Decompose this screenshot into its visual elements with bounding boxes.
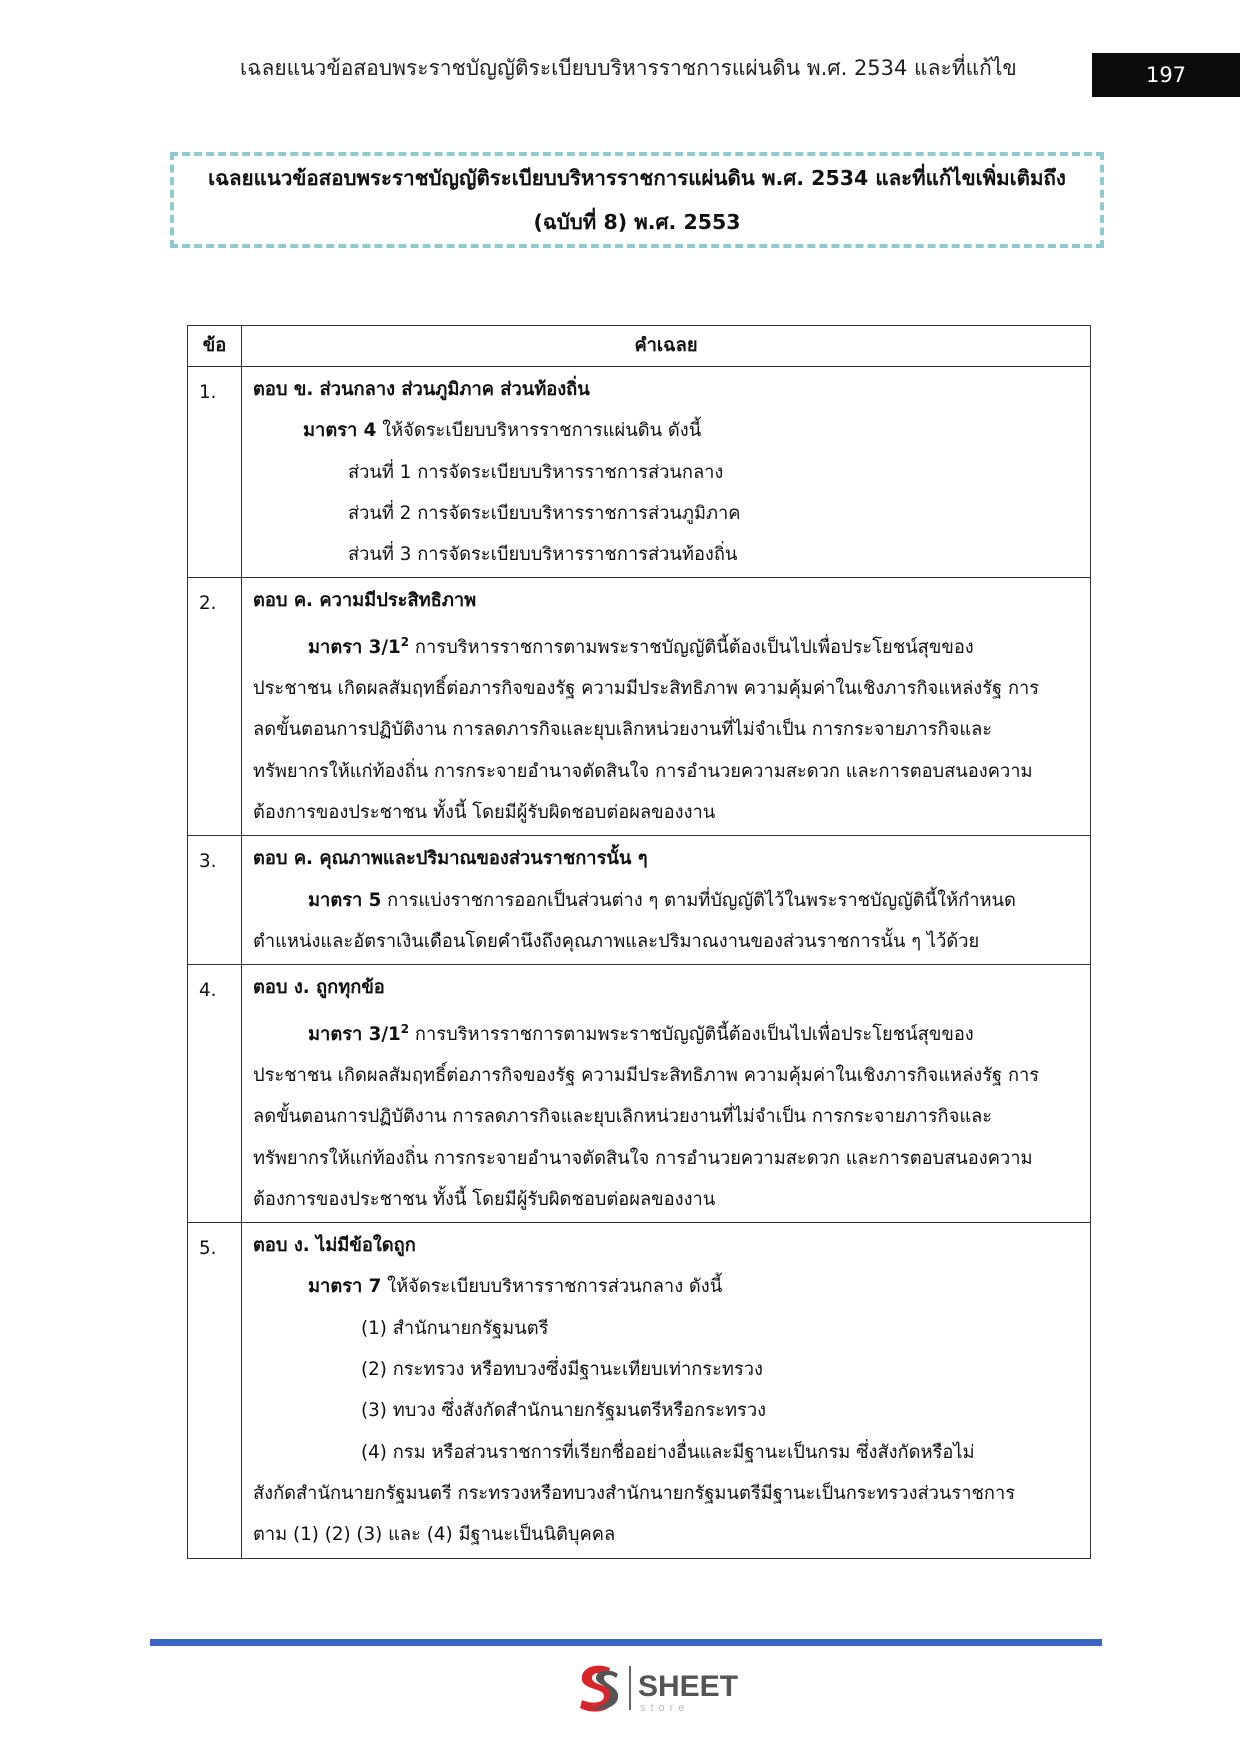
title-line-2: (ฉบับที่ 8) พ.ศ. 2553 <box>533 210 741 234</box>
answer-choice: ตอบ ค. คุณภาพและปริมาณของส่วนราชการนั้น ๆ <box>253 848 648 870</box>
section-line <box>253 410 1080 451</box>
running-header: เฉลยแนวข้อสอบพระราชบัญญัติระเบียบบริหารราชการแผ่นดิน พ.ศ. 2534 และที่แก้ไข <box>240 56 1017 80</box>
paragraph-line: ตาม (1) (2) (3) และ (4) มีฐานะเป็นนิติบุคคล <box>253 1524 616 1546</box>
section-label: มาตรา 4 <box>303 420 377 442</box>
paragraph-line: ประชาชน เกิดผลสัมฤทธิ์ต่อภารกิจของรัฐ ความมีประสิทธิภาพ ความคุ้มค่าในเชิงภารกิจแหล่งรัฐ การ <box>253 678 1040 700</box>
answer-choice: ตอบ ข. ส่วนกลาง ส่วนภูมิภาค ส่วนท้องถิ่น <box>253 379 590 400</box>
table-header-row <box>188 326 1091 367</box>
row-answer <box>242 1223 1091 1558</box>
answer-choice: ตอบ ค. ความมีประสิทธิภาพ <box>253 590 477 612</box>
list-item: (3) ทบวง ซึ่งสังกัดสำนักนายกรัฐมนตรีหรือกระทรวง <box>361 1400 767 1422</box>
paragraph-line: ทรัพยากรให้แก่ท้องถิ่น การกระจายอำนาจตัดสินใจ การอำนวยความสะดวก และการตอบสนองความ <box>253 1147 1033 1169</box>
answer-table <box>187 325 1091 1559</box>
section-label: มาตรา 5 <box>308 889 382 911</box>
paragraph-line: ตำแหน่งและอัตราเงินเดือนโดยคำนึงถึงคุณภาพและปริมาณงานของส่วนราชการนั้น ๆ ไว้ด้วย <box>253 930 980 952</box>
title-box <box>170 152 1104 248</box>
paragraph-line: ลดขั้นตอนการปฏิบัติงาน การลดภารกิจและยุบเลิกหน่วยงานที่ไม่จำเป็น การกระจายภารกิจและ <box>253 719 993 741</box>
section-line <box>253 622 1080 668</box>
page-number: 197 <box>1092 53 1240 97</box>
section-text: การบริหารราชการตามพระราชบัญญัตินี้ต้องเป็นไปเพื่อประโยชน์สุขของ <box>409 1023 974 1045</box>
section-text: การแบ่งราชการออกเป็นส่วนต่าง ๆ ตามที่บัญญัติไว้ในพระราชบัญญัตินี้ให้กำหนด <box>381 889 1016 911</box>
footer-bar <box>150 1639 1102 1646</box>
section-label: มาตรา 3/1 <box>308 1023 401 1045</box>
paragraph-line: ลดขั้นตอนการปฏิบัติงาน การลดภารกิจและยุบเลิกหน่วยงานที่ไม่จำเป็น การกระจายภารกิจและ <box>253 1106 993 1128</box>
answer-choice: ตอบ ง. ไม่มีข้อใดถูก <box>253 1235 416 1257</box>
sheet-store-logo <box>574 1660 754 1716</box>
row-number: 1. <box>188 367 242 578</box>
list-item: ส่วนที่ 1 การจัดระเบียบบริหารราชการส่วนกลาง <box>348 461 724 483</box>
row-answer <box>242 578 1091 836</box>
table-row <box>188 578 1091 836</box>
list-item: (2) กระทรวง หรือทบวงซึ่งมีฐานะเทียบเท่ากระทรวง <box>361 1359 763 1381</box>
paragraph-line: ต้องการของประชาชน ทั้งนี้ โดยมีผู้รับผิดชอบต่อผลของงาน <box>253 1188 716 1210</box>
paragraph-line: ทรัพยากรให้แก่ท้องถิ่น การกระจายอำนาจตัดสินใจ การอำนวยความสะดวก และการตอบสนองความ <box>253 760 1033 782</box>
row-answer <box>242 836 1091 965</box>
title-line-1: เฉลยแนวข้อสอบพระราชบัญญัติระเบียบบริหารราชการแผ่นดิน พ.ศ. 2534 และที่แก้ไขเพิ่มเติมถึง <box>208 166 1066 190</box>
row-number: 3. <box>188 836 242 965</box>
list-item: ส่วนที่ 2 การจัดระเบียบบริหารราชการส่วนภูมิภาค <box>348 502 741 524</box>
table-row <box>188 1223 1091 1558</box>
row-number: 4. <box>188 965 242 1223</box>
table-row <box>188 836 1091 965</box>
section-label: มาตรา 3/1 <box>308 636 401 658</box>
row-answer <box>242 965 1091 1223</box>
list-item: (1) สำนักนายกรัฐมนตรี <box>361 1317 549 1339</box>
section-line <box>253 880 1080 921</box>
table-row <box>188 965 1091 1223</box>
footnote-mark: 2 <box>400 1021 410 1036</box>
row-number: 2. <box>188 578 242 836</box>
section-text: ให้จัดระเบียบบริหารราชการส่วนกลาง ดังนี้ <box>381 1276 723 1298</box>
row-number: 5. <box>188 1223 242 1558</box>
paragraph-line: ประชาชน เกิดผลสัมฤทธิ์ต่อภารกิจของรัฐ ความมีประสิทธิภาพ ความคุ้มค่าในเชิงภารกิจแหล่งรัฐ การ <box>253 1064 1040 1086</box>
logo-s-mark-icon <box>580 1666 618 1712</box>
row-answer <box>242 367 1091 578</box>
table-row <box>188 367 1091 578</box>
header-no: ข้อ <box>188 326 242 367</box>
list-item: ส่วนที่ 3 การจัดระเบียบบริหารราชการส่วนท้องถิ่น <box>348 544 738 566</box>
section-line <box>253 1266 1080 1307</box>
header-answer: คำเฉลย <box>242 326 1091 367</box>
logo-text: SHEET <box>638 1670 739 1703</box>
list-item: (4) กรม หรือส่วนราชการที่เรียกชื่ออย่างอื่นและมีฐานะเป็นกรม ซึ่งสังกัดหรือไม่ <box>361 1441 975 1463</box>
paragraph-line: ต้องการของประชาชน ทั้งนี้ โดยมีผู้รับผิดชอบต่อผลของงาน <box>253 802 716 824</box>
answer-choice: ตอบ ง. ถูกทุกข้อ <box>253 977 385 999</box>
section-line <box>253 1009 1080 1055</box>
footnote-mark: 2 <box>400 634 410 649</box>
paragraph-line: สังกัดสำนักนายกรัฐมนตรี กระทรวงหรือทบวงสำนักนายกรัฐมนตรีมีฐานะเป็นกระทรวงส่วนราชการ <box>253 1482 1016 1504</box>
logo-subtext: store <box>640 1702 690 1714</box>
section-text: ให้จัดระเบียบบริหารราชการแผ่นดิน ดังนี้ <box>376 420 702 442</box>
section-text: การบริหารราชการตามพระราชบัญญัตินี้ต้องเป็นไปเพื่อประโยชน์สุขของ <box>409 636 974 658</box>
section-label: มาตรา 7 <box>308 1276 382 1298</box>
